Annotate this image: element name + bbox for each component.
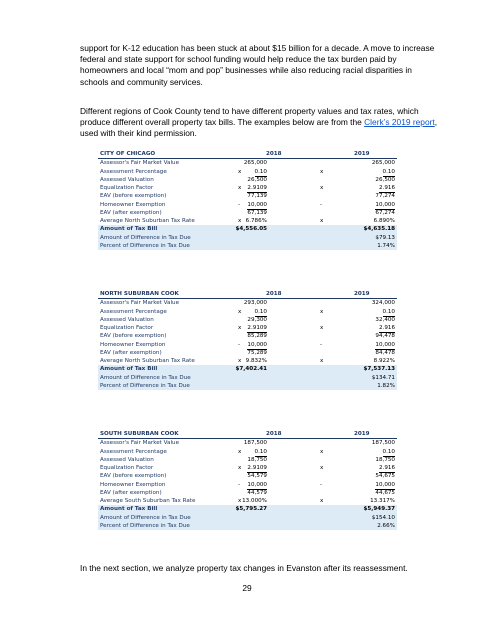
value-2018: 75,289	[247, 349, 267, 356]
operator-2018: x	[238, 448, 242, 455]
table-row	[98, 481, 397, 489]
value-2018: 10,000	[247, 201, 267, 210]
value-2019: 94,478	[375, 333, 395, 340]
operator-2019: x	[320, 308, 324, 315]
north-suburban-cook-table	[98, 290, 397, 390]
year-2018-header: 2018	[266, 151, 282, 157]
table-row	[98, 341, 397, 349]
value-2018: 0.10	[255, 168, 267, 177]
row-label: Assessment Percentage	[100, 448, 167, 455]
value-2018: 54,579	[247, 473, 267, 480]
year-2018-header: 2018	[266, 291, 282, 297]
value-2019: 2.66%	[377, 522, 395, 529]
table-row	[98, 349, 397, 357]
year-2019-header: 2019	[354, 431, 370, 437]
table-header-row	[98, 150, 397, 159]
operator-2018: -	[238, 201, 241, 208]
table-row	[98, 159, 397, 167]
table-row	[98, 357, 397, 365]
operator-2018: x	[238, 358, 242, 364]
value-2018: 13.000%	[242, 497, 267, 506]
value-2019: 8.922%	[374, 357, 395, 366]
operator-2019: x	[320, 168, 324, 175]
value-2018: 2.9109	[247, 184, 267, 193]
row-label: Amount of Tax Bill	[100, 226, 158, 233]
source-paragraph-tail: , used with their kind permission.	[80, 117, 438, 139]
value-2019: 0.10	[383, 168, 395, 177]
table-header-row	[98, 430, 397, 439]
table-row	[98, 365, 397, 373]
value-2018: 10,000	[247, 481, 267, 490]
value-2018: 2.9109	[247, 464, 267, 473]
row-label: Equalization Factor	[100, 185, 154, 191]
row-label: EAV (before exemption)	[100, 193, 167, 200]
operator-2019: x	[320, 185, 324, 191]
value-2018: 67,139	[247, 209, 267, 216]
table-row	[98, 209, 397, 217]
table-row	[98, 184, 397, 192]
value-2018: 44,579	[247, 489, 267, 496]
value-2019: $134.71	[371, 374, 395, 381]
value-2019: 10,000	[375, 481, 395, 490]
value-2018: 26,500	[247, 176, 267, 183]
value-2019: 13.317%	[370, 497, 395, 506]
operator-2018: x	[238, 325, 242, 331]
table-row	[98, 514, 397, 522]
operator-2018: -	[238, 481, 241, 488]
value-2018: 0.10	[255, 308, 267, 317]
row-label: Amount of Difference in Tax Due	[100, 234, 191, 241]
row-label: EAV (after exemption)	[100, 349, 162, 356]
value-2018: $7,402.41	[235, 366, 267, 373]
operator-2019: x	[320, 358, 324, 364]
table-title: NORTH SUBURBAN COOK	[100, 291, 179, 297]
row-label: Assessor's Fair Market Value	[100, 440, 180, 447]
value-2019: 6.890%	[374, 217, 395, 226]
row-label: EAV (before exemption)	[100, 333, 167, 340]
value-2019: 10,000	[375, 201, 395, 210]
value-2019: $79.13	[375, 234, 395, 241]
row-label: Amount of Tax Bill	[100, 506, 158, 513]
table-row	[98, 464, 397, 472]
value-2019: 26,500	[375, 176, 395, 183]
value-2018: $4,556.05	[235, 226, 267, 233]
value-2019: 265,000	[371, 160, 395, 167]
table-row	[98, 489, 397, 497]
clerks-report-link[interactable]: Clerk’s 2019 report	[364, 117, 435, 128]
value-2019: 2.916	[379, 324, 395, 333]
value-2019: 18,750	[375, 456, 395, 463]
table-row	[98, 439, 397, 447]
table-row	[98, 374, 397, 382]
value-2018: 10,000	[247, 341, 267, 350]
table-row	[98, 168, 397, 176]
table-row	[98, 448, 397, 456]
value-2019: 44,675	[375, 489, 395, 496]
year-2019-header: 2019	[354, 151, 370, 157]
value-2018: $5,795.27	[235, 506, 267, 513]
value-2019: 187,500	[371, 440, 395, 447]
operator-2018: x	[238, 168, 242, 175]
row-label: Amount of Difference in Tax Due	[100, 514, 191, 521]
value-2019: $7,537.13	[363, 366, 395, 373]
operator-2019: -	[320, 341, 323, 348]
table-row	[98, 225, 397, 233]
row-label: Percent of Difference in Tax Due	[100, 382, 190, 389]
operator-2019: x	[320, 325, 324, 331]
table-row	[98, 192, 397, 200]
page-number: 29	[242, 583, 252, 593]
operator-2018: x	[238, 185, 242, 191]
table-row	[98, 176, 397, 184]
row-label: EAV (after exemption)	[100, 209, 162, 216]
value-2018: 85,289	[247, 333, 267, 340]
row-label: Average South Suburban Tax Rate	[100, 498, 196, 504]
table-row	[98, 522, 397, 530]
year-2018-header: 2018	[266, 431, 282, 437]
row-label: Assessed Valuation	[100, 176, 154, 183]
row-label: Assessed Valuation	[100, 456, 154, 463]
value-2018: 18,750	[247, 456, 267, 463]
row-label: Assessor's Fair Market Value	[100, 300, 180, 307]
source-paragraph-text: Different regions of Cook County tend to have different property values and tax rates, which produce different overall property tax bills. The examples below are from the	[80, 106, 419, 128]
south-suburban-cook-table	[98, 430, 397, 530]
table-row	[98, 299, 397, 307]
row-label: EAV (after exemption)	[100, 489, 162, 496]
operator-2019: x	[320, 465, 324, 471]
value-2019: 0.10	[383, 448, 395, 457]
value-2018: 77,139	[247, 193, 267, 200]
operator-2018: x	[238, 218, 242, 224]
value-2018: 6.786%	[246, 217, 267, 226]
row-label: Percent of Difference in Tax Due	[100, 242, 190, 249]
row-label: Average North Suburban Tax Rate	[100, 358, 195, 364]
table-row	[98, 234, 397, 242]
row-label: Equalization Factor	[100, 325, 154, 331]
value-2019: $5,949.37	[363, 506, 395, 513]
operator-2019: -	[320, 481, 323, 488]
table-title: SOUTH SUBURBAN COOK	[100, 431, 179, 437]
value-2018: 265,000	[243, 160, 267, 167]
value-2019: 67,274	[375, 209, 395, 216]
row-label: Assessment Percentage	[100, 168, 167, 175]
value-2018: 29,300	[247, 316, 267, 323]
row-label: Homeowner Exemption	[100, 481, 166, 488]
value-2019: 54,675	[375, 473, 395, 480]
table-row	[98, 316, 397, 324]
operator-2018: x	[238, 465, 242, 471]
table-row	[98, 201, 397, 209]
table-row	[98, 456, 397, 464]
value-2018: 187,500	[243, 440, 267, 447]
intro-paragraph: support for K-12 education has been stuck at about $15 billion for a decade. A move to increase federal and state support for school funding would help reduce the tax burden paid by homeowners and local “mom and pop” businesses while also reducing racial disparities in schools and community services.	[80, 43, 435, 87]
source-paragraph	[80, 106, 440, 140]
row-label: Assessed Valuation	[100, 316, 154, 323]
row-label: Homeowner Exemption	[100, 341, 166, 348]
operator-2019: -	[320, 201, 323, 208]
year-2019-header: 2019	[354, 291, 370, 297]
value-2019: 32,400	[375, 316, 395, 323]
value-2019: 77,274	[375, 193, 395, 200]
operator-2019: x	[320, 498, 324, 504]
row-label: Amount of Difference in Tax Due	[100, 374, 191, 381]
value-2018: 293,000	[243, 300, 267, 307]
value-2019: $154.10	[371, 514, 395, 521]
value-2019: 324,000	[371, 300, 395, 307]
value-2019: 1.74%	[377, 242, 395, 249]
operator-2019: x	[320, 218, 324, 224]
row-label: Assessor's Fair Market Value	[100, 160, 180, 167]
closing-paragraph: In the next section, we analyze property tax changes in Evanston after its reassessment.	[80, 563, 408, 573]
operator-2018: x	[238, 498, 242, 504]
value-2019: 10,000	[375, 341, 395, 350]
value-2019: 0.10	[383, 308, 395, 317]
value-2018: 2.9109	[247, 324, 267, 333]
table-row	[98, 505, 397, 513]
table-header-row	[98, 290, 397, 299]
value-2018: 0.10	[255, 448, 267, 457]
row-label: Average North Suburban Tax Rate	[100, 218, 195, 224]
operator-2019: x	[320, 448, 324, 455]
table-row	[98, 217, 397, 225]
table-row	[98, 324, 397, 332]
operator-2018: x	[238, 308, 242, 315]
table-row	[98, 308, 397, 316]
value-2018: 9.832%	[246, 357, 267, 366]
table-title: CITY OF CHICAGO	[100, 151, 156, 157]
table-row	[98, 332, 397, 340]
row-label: Percent of Difference in Tax Due	[100, 522, 190, 529]
table-row	[98, 242, 397, 250]
value-2019: 1.82%	[377, 382, 395, 389]
row-label: Amount of Tax Bill	[100, 366, 158, 373]
value-2019: 2.916	[379, 184, 395, 193]
table-row	[98, 382, 397, 390]
value-2019: $4,635.18	[363, 226, 395, 233]
row-label: Equalization Factor	[100, 465, 154, 471]
row-label: Assessment Percentage	[100, 308, 167, 315]
value-2019: 2.916	[379, 464, 395, 473]
table-row	[98, 497, 397, 505]
table-row	[98, 472, 397, 480]
operator-2018: -	[238, 341, 241, 348]
value-2019: 84,478	[375, 349, 395, 356]
row-label: EAV (before exemption)	[100, 473, 167, 480]
city-of-chicago-table	[98, 150, 397, 250]
row-label: Homeowner Exemption	[100, 201, 166, 208]
